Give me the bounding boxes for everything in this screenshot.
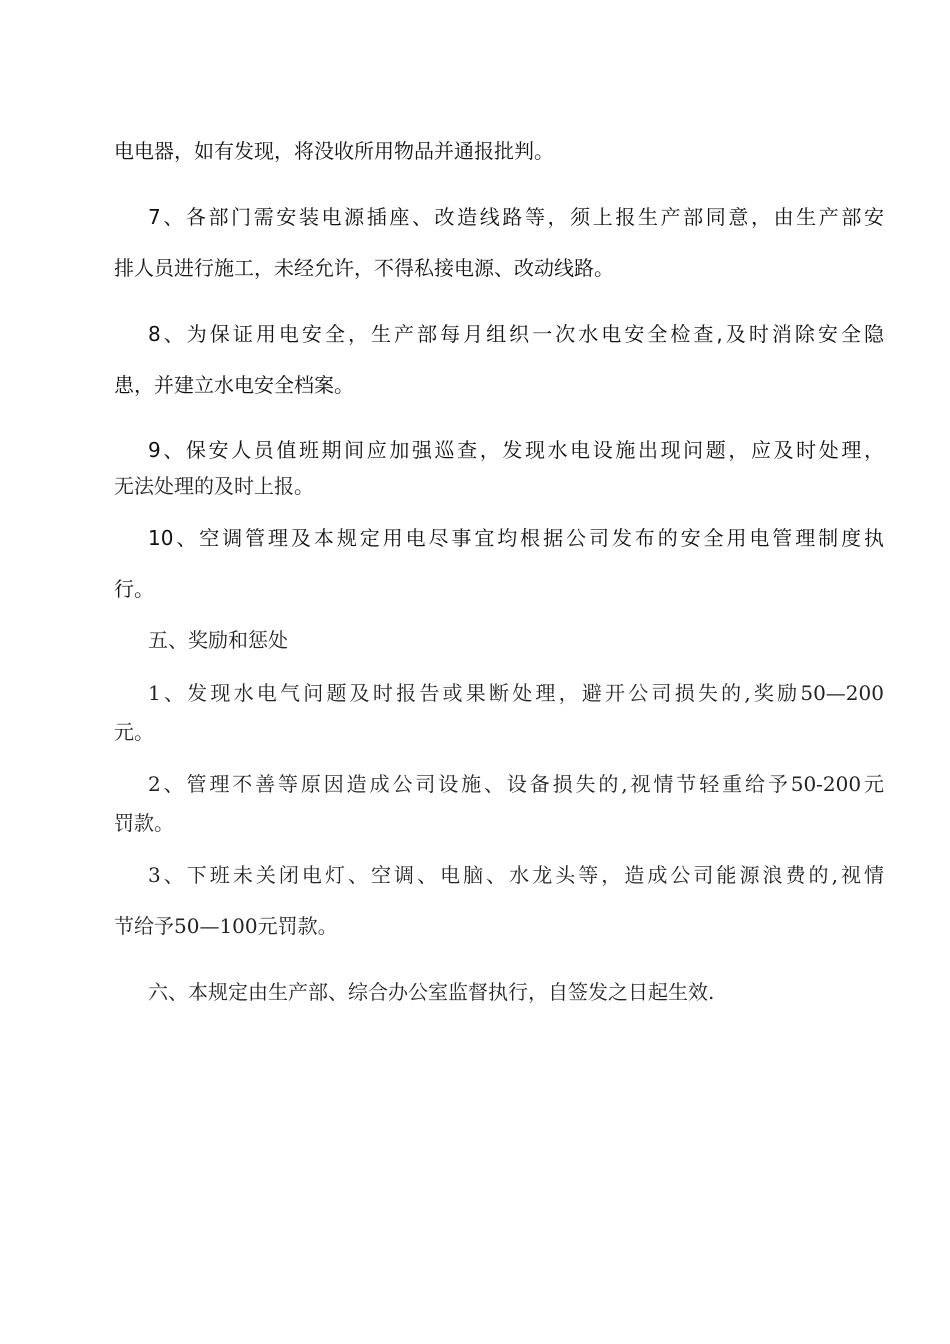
paragraph-10-line-2: 行。: [114, 577, 154, 601]
reward-item-1-line-1: 1、发现水电气问题及时报告或果断处理，避开公司损失的,奖励50—200: [148, 681, 884, 705]
paragraph-8-line-1: 8、为保证用电安全，生产部每月组织一次水电安全检查,及时消除安全隐: [148, 322, 884, 346]
paragraph-7-line-1: 7、各部门需安装电源插座、改造线路等，须上报生产部同意，由生产部安: [148, 205, 884, 229]
reward-item-1-line-2: 元。: [114, 720, 154, 744]
penalty-item-2-line-2: 罚款。: [114, 811, 174, 835]
section-5-heading: 五、奖励和惩处: [148, 628, 288, 652]
penalty-item-3-line-1: 3、下班未关闭电灯、空调、电脑、水龙头等，造成公司能源浪费的,视情: [148, 863, 884, 887]
paragraph-6-continuation: 电电器，如有发现，将没收所用物品并通报批判。: [114, 139, 554, 163]
section-6-statement: 六、本规定由生产部、综合办公室监督执行，自签发之日起生效.: [148, 980, 715, 1004]
paragraph-9-line-1: 9、保安人员值班期间应加强巡查，发现水电设施出现问题，应及时处理，: [148, 438, 884, 462]
paragraph-9-line-2: 无法处理的及时上报。: [114, 474, 314, 498]
penalty-item-3-line-2: 节给予50—100元罚款。: [114, 914, 338, 938]
paragraph-8-line-2: 患，并建立水电安全档案。: [114, 373, 354, 397]
paragraph-10-line-1: 10、空调管理及本规定用电尽事宜均根据公司发布的安全用电管理制度执: [148, 526, 884, 550]
penalty-item-2-line-1: 2、管理不善等原因造成公司设施、设备损失的,视情节轻重给予50-200元: [148, 772, 884, 796]
paragraph-7-line-2: 排人员进行施工，未经允许，不得私接电源、改动线路。: [114, 256, 614, 280]
